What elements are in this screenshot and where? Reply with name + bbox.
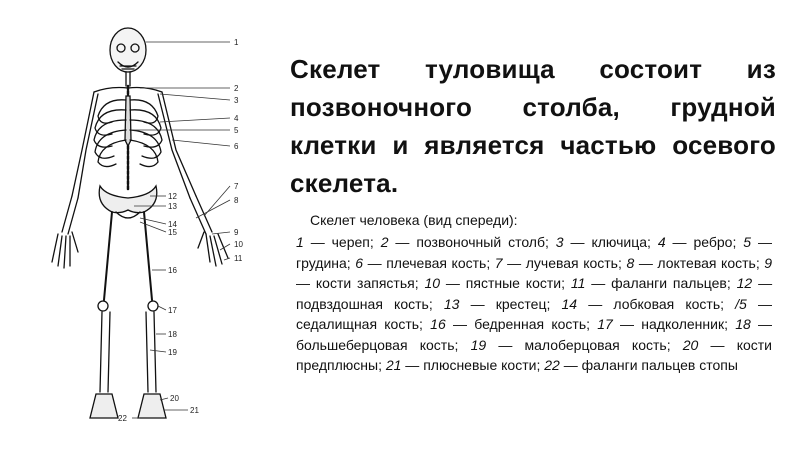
legend-number: 9 <box>764 254 773 271</box>
figure-label-6: 6 <box>234 142 239 151</box>
legend-label: седалищная кость <box>296 316 420 332</box>
legend-number: 16 <box>430 316 446 332</box>
clavicle-left <box>94 88 128 93</box>
legend-entry: 14 — лобковая кость; <box>561 295 736 312</box>
figure-label-1: 1 <box>234 38 239 47</box>
legend-label: малоберцовая кость <box>524 336 667 353</box>
legend-entry: 13 — крестец; <box>443 295 562 312</box>
figure-label-16: 16 <box>168 266 177 275</box>
legend-label: пястные кости <box>465 275 562 291</box>
legend-number: 17 <box>597 316 613 332</box>
legend-label: грудина <box>296 254 347 271</box>
legend-entry: 4 — ребро; <box>657 234 744 250</box>
legend-entry: 21 — плюсневые кости; <box>385 357 545 373</box>
legend-number: 8 <box>626 254 635 271</box>
arm-right <box>162 92 196 196</box>
legend-entry: 19 — малоберцовая кость; <box>470 336 683 353</box>
legend-number: 11 <box>570 275 586 291</box>
legend-entry: 5 — грудина; <box>296 234 772 271</box>
figure-label-8: 8 <box>234 196 239 205</box>
legend-entry: 10 — пястные кости; <box>424 275 571 291</box>
legend-entry: 3 — ключица; <box>555 234 658 250</box>
legend-label: череп <box>331 234 370 250</box>
figure-label-21: 21 <box>190 406 199 415</box>
legend-label: кости предплюсны <box>296 336 773 373</box>
legend-number: 7 <box>494 254 503 271</box>
legend-number: 1 <box>296 234 304 250</box>
skeleton-drawing <box>0 0 280 450</box>
figure-label-11: 11 <box>234 254 243 263</box>
legend-label: плюсневые кости <box>423 357 537 373</box>
legend-number: 19 <box>470 336 487 353</box>
legend-label: надколенник <box>641 316 725 332</box>
legend-number: 20 <box>682 336 699 353</box>
legend-label: фаланги пальцев стопы <box>581 357 738 373</box>
legend-number: 6 <box>355 254 364 271</box>
figure-label-20: 20 <box>170 394 179 403</box>
legend-label: локтевая кость <box>657 254 756 271</box>
legend-entry: 8 — локтевая кость; <box>626 254 765 271</box>
figure-label-3: 3 <box>234 96 239 105</box>
legend-label: лобковая кость <box>613 295 721 312</box>
legend-number: 2 <box>380 234 389 250</box>
legend-label: плечевая кость <box>386 254 487 271</box>
legend-number: /5 <box>735 295 747 312</box>
legend-number: 3 <box>555 234 564 250</box>
legend-entry: 18 — большеберцовая кость; <box>296 316 773 353</box>
figure-label-12: 12 <box>168 192 177 201</box>
figure-label-9: 9 <box>234 228 239 237</box>
legend-entry: 2 — позвоночный столб; <box>380 234 556 250</box>
femur-left <box>104 212 112 300</box>
figure-label-7: 7 <box>234 182 239 191</box>
legend-number: 5 <box>743 234 752 250</box>
legend-number: 14 <box>561 295 578 312</box>
legend-label: подвздошная кость <box>296 295 429 312</box>
legend-label: крестец <box>495 295 547 312</box>
legend-label: ключица <box>591 234 647 250</box>
slide-heading: Скелет туловища состоит из позвоночного столба, грудной клетки и является частью осевого скелета. <box>290 54 776 198</box>
legend-label: фаланги пальцев <box>611 275 727 291</box>
skeleton-figure <box>0 0 280 450</box>
legend-entry: 11 — фаланги пальцев; <box>570 275 737 291</box>
legend-entry: 6 — плечевая кость; <box>355 254 495 271</box>
legend-label: большеберцовая кость <box>296 336 455 353</box>
legend-paragraph <box>296 232 772 376</box>
caption-title: Скелет человека (вид спереди): <box>310 212 518 228</box>
arm-left <box>72 92 94 196</box>
figure-label-15: 15 <box>168 228 177 237</box>
figure-label-5: 5 <box>234 126 239 135</box>
legend-entry: 12 — подвздошная кость; <box>296 275 773 312</box>
figure-label-4: 4 <box>234 114 239 123</box>
legend-label: ребро <box>693 234 733 250</box>
legend-entry: 20 — кости предплюсны; <box>296 336 773 373</box>
legend-number: 22 <box>544 357 560 373</box>
figure-label-22: 22 <box>118 414 127 423</box>
legend-number: 10 <box>424 275 441 291</box>
legend-entry: /5 — седалищная кость; <box>296 295 772 332</box>
figure-label-13: 13 <box>168 202 177 211</box>
figure-label-19: 19 <box>168 348 177 357</box>
legend-number: 13 <box>443 295 460 312</box>
legend-label: кости запястья <box>315 275 415 291</box>
figure-label-10: 10 <box>234 240 243 249</box>
figure-label-14: 14 <box>168 220 177 229</box>
legend-entry: 9 — кости запястья; <box>296 254 773 291</box>
legend-entry: 1 — череп; <box>296 234 381 250</box>
figure-label-2: 2 <box>234 84 239 93</box>
legend-label: лучевая кость <box>525 254 618 271</box>
legend-label: бедренная кость <box>474 316 587 332</box>
legend-entry: 22 — фаланги пальцев стопы <box>544 357 738 373</box>
legend-entry: 7 — лучевая кость; <box>494 254 627 271</box>
figure-label-17: 17 <box>168 306 177 315</box>
legend-number: 12 <box>736 275 753 291</box>
legend-number: 4 <box>657 234 666 250</box>
legend-number: 18 <box>735 316 751 332</box>
legend-entry: 17 — надколенник; <box>597 316 736 332</box>
figure-label-18: 18 <box>168 330 177 339</box>
legend-label: позвоночный столб <box>416 234 545 250</box>
legend-entry: 16 — бедренная кость; <box>430 316 598 332</box>
legend-number: 21 <box>385 357 402 373</box>
